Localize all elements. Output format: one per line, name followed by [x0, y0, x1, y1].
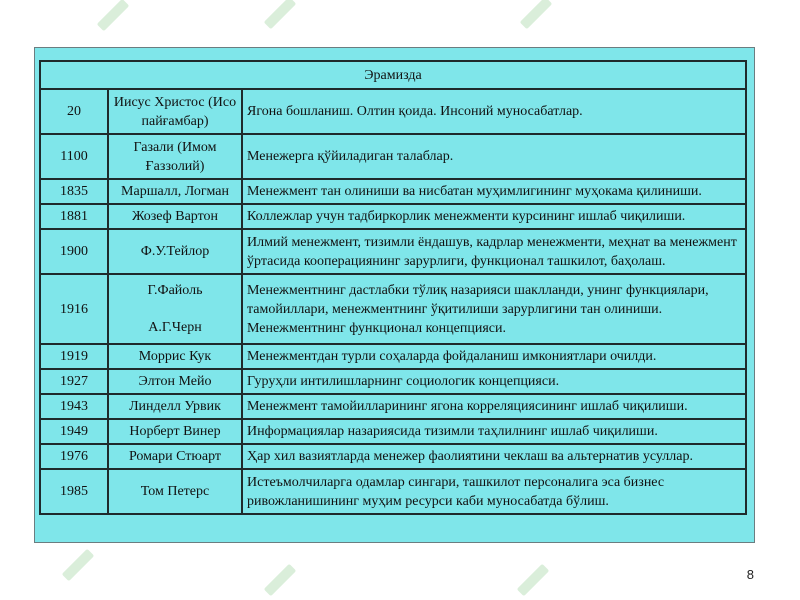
- name-cell: [108, 369, 242, 394]
- name-line: Маршалл, Логман: [121, 184, 229, 199]
- year-cell: 1919: [40, 344, 108, 369]
- watermark-mark: [97, 0, 130, 31]
- management-history-table: [39, 60, 747, 515]
- year-cell: 20: [40, 89, 108, 134]
- name-line: Моррис Кук: [138, 349, 212, 364]
- table-header-row: [40, 61, 746, 89]
- name-cell: [108, 134, 242, 179]
- name-cell: [108, 179, 242, 204]
- table-row: [40, 204, 746, 229]
- name-line: Линделл Урвик: [129, 399, 221, 414]
- table-row: [40, 394, 746, 419]
- description-cell: [242, 229, 746, 274]
- name-line: Элтон Мейо: [138, 374, 212, 389]
- description-cell: [242, 204, 746, 229]
- description-cell: [242, 444, 746, 469]
- table-row: [40, 419, 746, 444]
- name-line: Ромари Стюарт: [128, 449, 222, 464]
- description-cell: [242, 274, 746, 344]
- year-cell: 1881: [40, 204, 108, 229]
- table-row: [40, 179, 746, 204]
- table-row: [40, 89, 746, 134]
- description-line: Менежментнинг дастлабки тўлиқ назарияси шаклланди, унинг функциялари,: [247, 282, 709, 298]
- table-row: [40, 274, 746, 344]
- watermark-mark: [264, 564, 297, 597]
- description-line: Илмий менежмент, тизимли ёндашув, кадрлар менежменти, меҳнат ва менежмент: [247, 234, 737, 250]
- description-cell: [242, 344, 746, 369]
- description-line: Менежмент тамойилларининг ягона корреляциясининг ишлаб чиқилиши.: [247, 399, 688, 414]
- watermark-mark: [62, 549, 95, 582]
- description-cell: [242, 134, 746, 179]
- table-row: [40, 444, 746, 469]
- name-line: Иисус Христос (Исо: [113, 94, 237, 110]
- name-line: Том Петерс: [140, 484, 210, 499]
- watermark-mark: [520, 0, 553, 29]
- year-cell: 1985: [40, 469, 108, 514]
- year-cell: 1976: [40, 444, 108, 469]
- name-line: Норберт Винер: [129, 424, 221, 439]
- table-row: [40, 369, 746, 394]
- table-header: Эрамизда: [40, 61, 746, 89]
- table-row: [40, 229, 746, 274]
- description-line: ўртасида кооперациянинг зарурлиги, функционал ташкилот, баҳолаш.: [247, 253, 666, 269]
- description-cell: [242, 419, 746, 444]
- description-line: тамойиллари, менежментнинг ўқитилиши зарурлигини тан олиниши.: [247, 301, 663, 317]
- year-cell: 1900: [40, 229, 108, 274]
- name-cell: [108, 204, 242, 229]
- description-line: Ҳар хил вазиятларда менежер фаолиятини чеклаш ва альтернатив усуллар.: [247, 449, 693, 464]
- description-cell: [242, 89, 746, 134]
- description-line: Менежмент тан олиниши ва нисбатан муҳимлигининг муҳокама қилиниши.: [247, 184, 702, 199]
- name-cell: [108, 469, 242, 514]
- name-cell: [108, 394, 242, 419]
- description-line: Менежерга қўйиладиган талаблар.: [247, 149, 454, 164]
- name-cell: [108, 444, 242, 469]
- description-cell: [242, 394, 746, 419]
- description-cell: [242, 179, 746, 204]
- year-cell: 1927: [40, 369, 108, 394]
- name-line: Г.Файоль: [147, 283, 203, 298]
- description-line: Истеъмолчиларга одамлар сингари, ташкилот персоналига эса бизнес: [247, 474, 665, 490]
- description-line: Гуруҳли интилишларнинг социологик концепцияси.: [247, 374, 560, 389]
- name-cell: [108, 229, 242, 274]
- name-line: пайғамбар): [141, 113, 209, 129]
- year-cell: 1835: [40, 179, 108, 204]
- year-cell: 1916: [40, 274, 108, 344]
- year-cell: 1943: [40, 394, 108, 419]
- table-row: [40, 469, 746, 514]
- name-line: А.Г.Черн: [148, 320, 202, 335]
- table-row: [40, 344, 746, 369]
- description-line: Коллежлар учун тадбиркорлик менежменти курсининг ишлаб чиқилиши.: [247, 209, 686, 224]
- page-number: 8: [746, 567, 754, 582]
- description-cell: [242, 469, 746, 514]
- description-cell: [242, 369, 746, 394]
- name-line: Жозеф Вартон: [131, 209, 219, 224]
- watermark-mark: [264, 0, 297, 29]
- table-panel: [34, 47, 755, 543]
- watermark-mark: [517, 564, 550, 597]
- table-row: [40, 134, 746, 179]
- description-line: Ягона бошланиш. Олтин қоида. Инсоний муносабатлар.: [247, 104, 583, 119]
- description-line: Менежментнинг функционал концепцияси.: [247, 320, 506, 336]
- year-cell: 1100: [40, 134, 108, 179]
- name-line: Ф.У.Тейлор: [140, 244, 210, 259]
- name-line: [113, 300, 237, 318]
- year-cell: 1949: [40, 419, 108, 444]
- name-cell: [108, 274, 242, 344]
- name-line: Газали (Имом: [133, 139, 217, 155]
- name-line: Ғаззолий): [145, 158, 205, 174]
- name-cell: [108, 89, 242, 134]
- name-cell: [108, 419, 242, 444]
- name-cell: [108, 344, 242, 369]
- description-line: Менежментдан турли соҳаларда фойдаланиш имкониятлари очилди.: [247, 349, 657, 364]
- description-line: Информациялар назариясида тизимли таҳлилнинг ишлаб чиқилиши.: [247, 424, 658, 439]
- description-line: ривожланишининг муҳим ресурси каби муносабатда бўлиш.: [247, 493, 609, 509]
